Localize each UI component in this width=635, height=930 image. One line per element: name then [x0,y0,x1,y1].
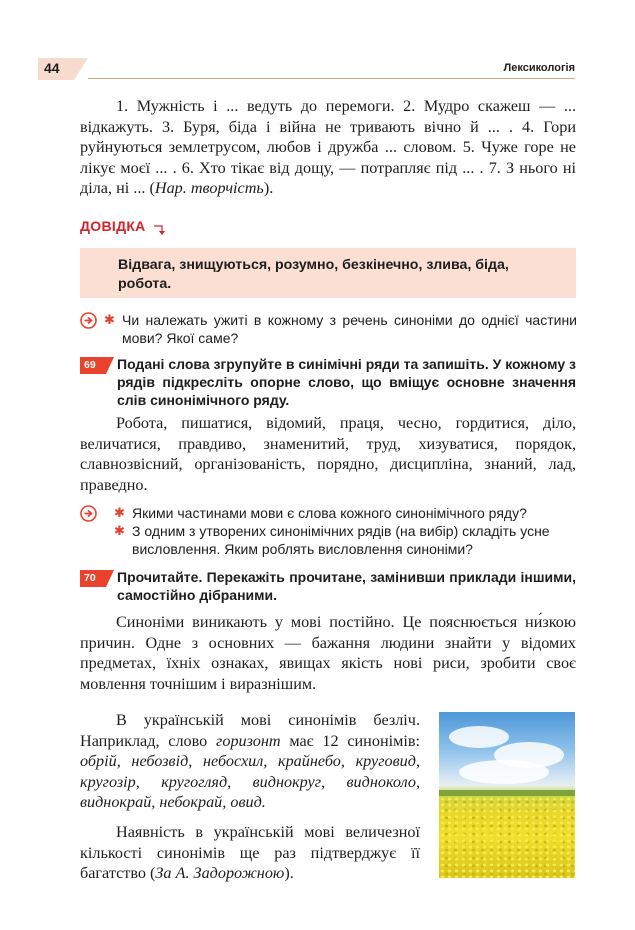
task-number-70: 70 [80,570,106,587]
text-70-paragraph-2: В українській мові синонімів безліч. Наприклад, слово горизонт має 12 синонімів: обрій, небозвід, небосхил, крайнебо, круговид, кругозір, кругогляд, виднокруг, видноколо, виднокрай, небокрай, овид. [80,711,420,812]
header-rule [88,78,575,79]
task-70-instruction: Прочитайте. Перекажіть прочитане, замінивши приклади іншими, самостійно дібраними. [117,569,576,603]
question-69-2: З одним з утворених синонімічних рядів (на вибір) складіть усне висловлення. Яким роблять висловлення синоніми? [132,523,550,557]
task-69-instruction: Подані слова згрупуйте в синімічні ряди та запишіть. У кожному з рядів підкресліть опорне слово, що вміщує основне значення слів синонімічного ряду. [117,356,576,408]
corner-arrow-icon [153,224,167,236]
arrow-circle-icon [80,505,97,522]
task-number-69: 69 [80,357,106,374]
rapeseed-field-photo [439,712,575,878]
intro-paragraph: 1. Мужність і ... ведуть до перемоги. 2. Мудро скажеш — ... відкажуть. 3. Буря, біда і війна не тривають вічно й ... . 4. Гори руйнуються землетрусом, любов і дружба ... словом. 5. Чуже горе не лікує моєї ... . 6. Хто тікає від дощу, — потрапляє під ... . 7. З нього ні діла, ні ... (Нар. творчість). [80,97,576,198]
reference-words: Відвага, знищуються, розумно, безкінечно, злива, біда, робота. [118,257,509,292]
reference-title: ДОВІДКА [80,218,146,234]
page-number: 44 [44,60,60,76]
asterisk-icon: ✱ [104,313,115,328]
task-69-words: Робота, пишатися, відомий, праця, чесно, гордитися, діло, величатися, правдиво, знаменитий, труд, хизуватися, порядок, славнозвісний, організованість, порядно, дисципліна, знаний, лад, праведно. [80,414,576,494]
text-70-paragraph-1: Синоніми виникають у мові постійно. Це пояснюється ни́зкою причин. Одне з основних — бажання людини знайти у відомих предметах, їхніх ознаках, явищах якість нові риси, зробити своє мовлення точнішим і виразнішим. [80,613,576,693]
arrow-circle-icon [80,312,97,329]
question-1: Чи належать ужиті в кожному з речень синоніми до однієї частини мови? Якої саме? [122,312,577,346]
page-header [0,58,635,80]
asterisk-icon: ✱ [114,524,125,539]
section-title: Лексикологія [500,62,576,74]
asterisk-icon: ✱ [114,506,125,521]
text-70-paragraph-3: Наявність в українській мові величезної кількості синонімів ще раз підтверджує її багатство (За А. Задорожною). [80,823,420,883]
question-69-1: Якими частинами мови є слова кожного синонімічного ряду? [132,505,527,521]
